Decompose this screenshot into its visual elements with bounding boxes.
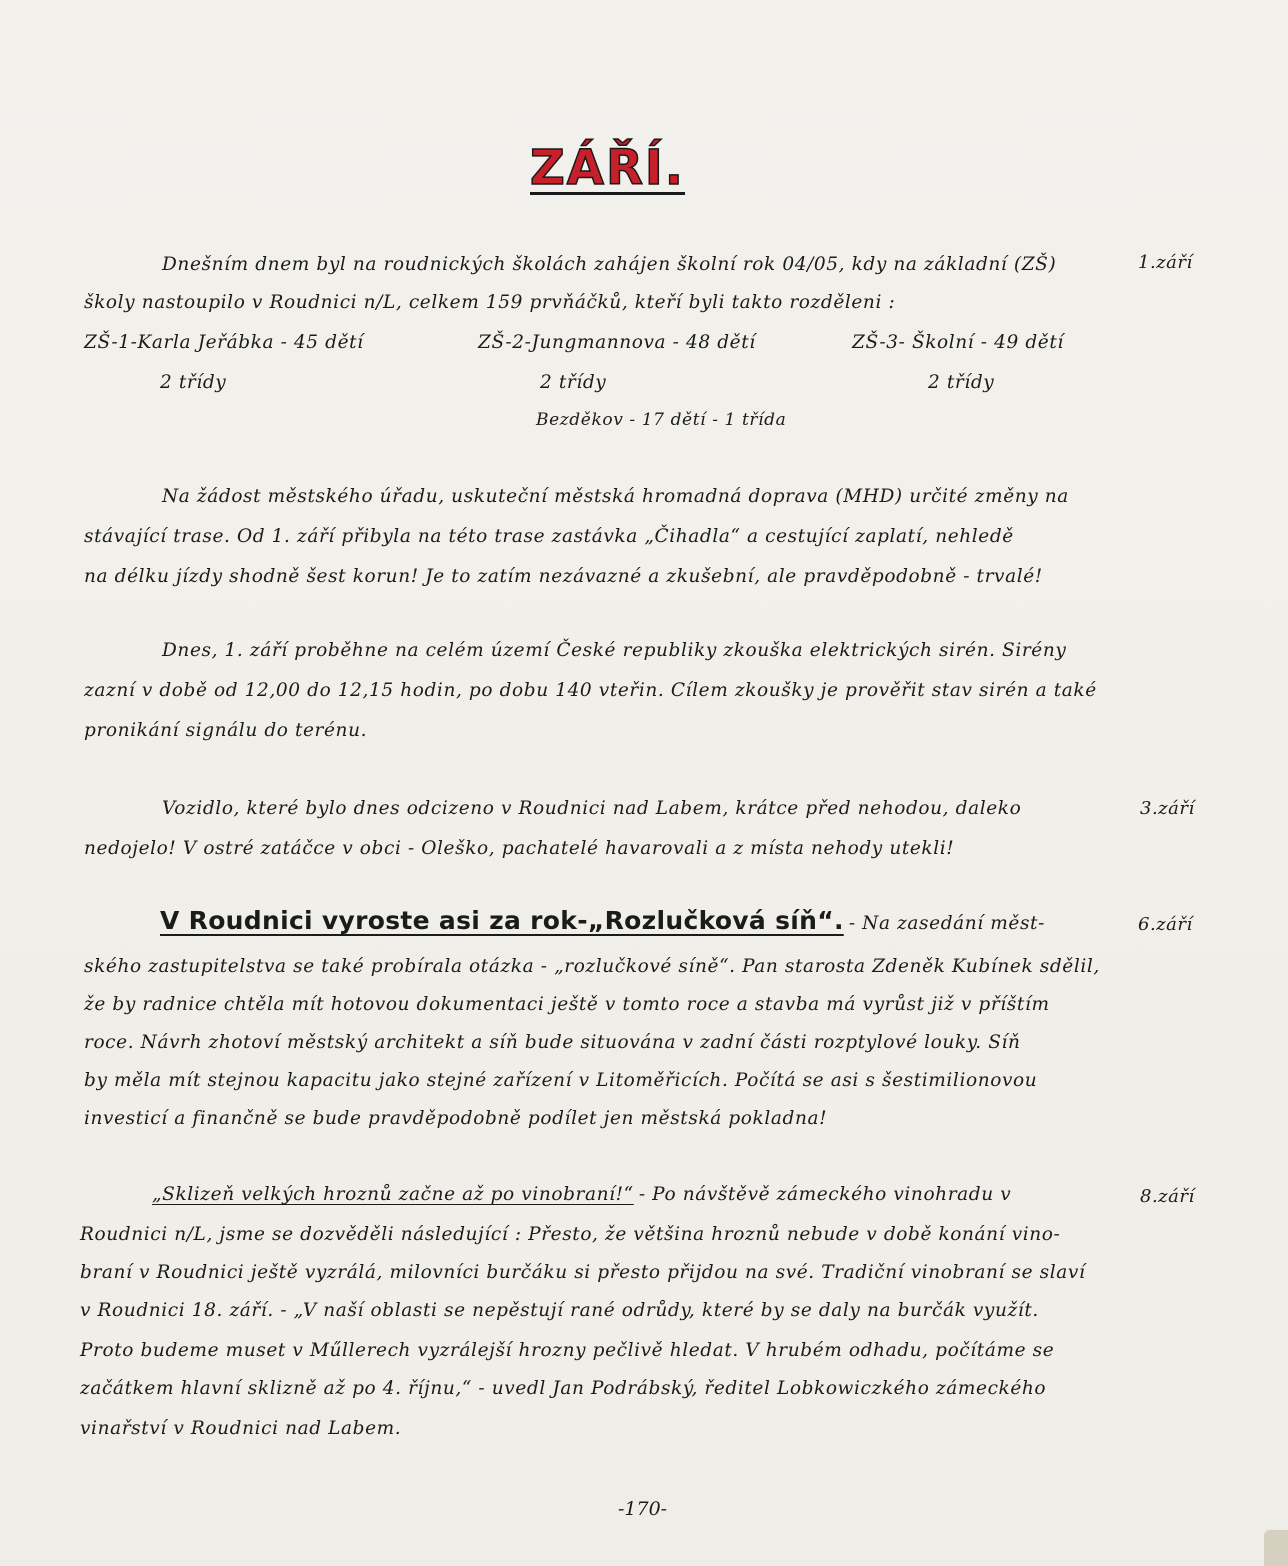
p3-line-3: pronikání signálu do terénu. [84,720,368,741]
p5-line-3: že by radnice chtěla mít hotovou dokumentaci ještě v tomto roce a stavba má vyrůst již v příštím [84,994,1050,1015]
p4-line-2: nedojelo! V ostré zatáčce v obci - Oleško, pachatelé havarovali a z místa nehody utekli! [84,838,955,859]
school-2-name: ZŠ-2-Jungmannova - 48 dětí [478,332,756,353]
p2-line-3: na délku jízdy shodně šest korun! Je to zatím nezávazné a zkušební, ale pravděpodobně - trvalé! [84,566,1043,587]
school-1-name: ZŠ-1-Karla Jeřábka - 45 dětí [84,332,364,353]
margin-date-p6: 8.září [1140,1186,1195,1207]
p3-line-1: Dnes, 1. září proběhne na celém území České republiky zkouška elektrických sirén. Sirény [162,640,1067,661]
p5-first-line [160,906,1045,935]
margin-date-p5: 6.září [1138,914,1193,935]
page-title: ZÁŘÍ. [530,140,686,196]
p6-quote-headline: „Sklizeň velkých hroznů začne až po vinobraní!“ [152,1184,634,1205]
margin-date-p4: 3.září [1140,798,1195,819]
p6-first-line [152,1184,1011,1205]
p6-line-3: braní v Roudnici ještě vyzrálá, milovníci burčáku si přesto přijdou na své. Tradiční vinobraní se slaví [80,1262,1086,1283]
school-1-classes: 2 třídy [160,372,227,393]
p6-line-6: začátkem hlavní sklizně až po 4. říjnu,“ - uvedl Jan Podrábský, ředitel Lobkowiczkého zámeckého [80,1378,1047,1399]
p5-first-line-rest: - Na zasedání měst- [848,913,1045,934]
p5-line-5: by měla mít stejnou kapacitu jako stejné zařízení v Litoměřicích. Počítá se asi s šestimilionovou [84,1070,1038,1091]
bezdekov-line: Bezděkov - 17 dětí - 1 třída [536,410,787,430]
p5-headline: V Roudnici vyroste asi za rok-„Rozlučková síň“. [160,906,844,935]
p6-line-5: Proto budeme muset v Műllerech vyzrálejší hrozny pečlivě hledat. V hrubém odhadu, počítáme se [80,1340,1055,1361]
margin-date-p1: 1.září [1138,252,1193,273]
p5-line-2: ského zastupitelstva se také probírala otázka - „rozlučkové síně“. Pan starosta Zdeněk Kubínek sdělil, [84,956,1100,977]
corner-sticker [1264,1530,1288,1566]
p2-line-2: stávající trase. Od 1. září přibyla na této trase zastávka „Čihadla“ a cestující zaplatí, nehledě [84,526,1014,547]
page-number: -170- [618,1498,668,1520]
p3-line-2: zazní v době od 12,00 do 12,15 hodin, po dobu 140 vteřin. Cílem zkoušky je prověřit stav sirén a také [84,680,1097,701]
p5-line-6: investicí a finančně se bude pravděpodobně podílet jen městská pokladna! [84,1108,828,1129]
p2-line-1: Na žádost městského úřadu, uskuteční městská hromadná doprava (MHD) určité změny na [162,486,1069,507]
p4-line-1: Vozidlo, které bylo dnes odcizeno v Roudnici nad Labem, krátce před nehodou, daleko [162,798,1022,819]
p5-line-4: roce. Návrh zhotoví městský architekt a síň bude situována v zadní části rozptylové louky. Síň [84,1032,1021,1053]
p1-line-2: školy nastoupilo v Roudnici n/L, celkem 159 prvňáčků, kteří byli takto rozděleni : [84,292,896,313]
school-3-name: ZŠ-3- Školní - 49 dětí [852,332,1064,353]
school-3-classes: 2 třídy [928,372,995,393]
school-2-classes: 2 třídy [540,372,607,393]
p1-line-1: Dnešním dnem byl na roudnických školách zahájen školní rok 04/05, kdy na základní (ZŠ) [162,254,1057,275]
p6-line-2: Roudnici n/L, jsme se dozvěděli následující : Přesto, že většina hroznů nebude v době konání vino- [80,1224,1061,1245]
p6-first-line-rest: - Po návštěvě zámeckého vinohradu v [638,1184,1012,1205]
p6-line-4: v Roudnici 18. září. - „V naší oblasti se nepěstují rané odrůdy, které by se daly na burčák využít. [80,1300,1039,1321]
p6-line-7: vinařství v Roudnici nad Labem. [80,1418,402,1439]
